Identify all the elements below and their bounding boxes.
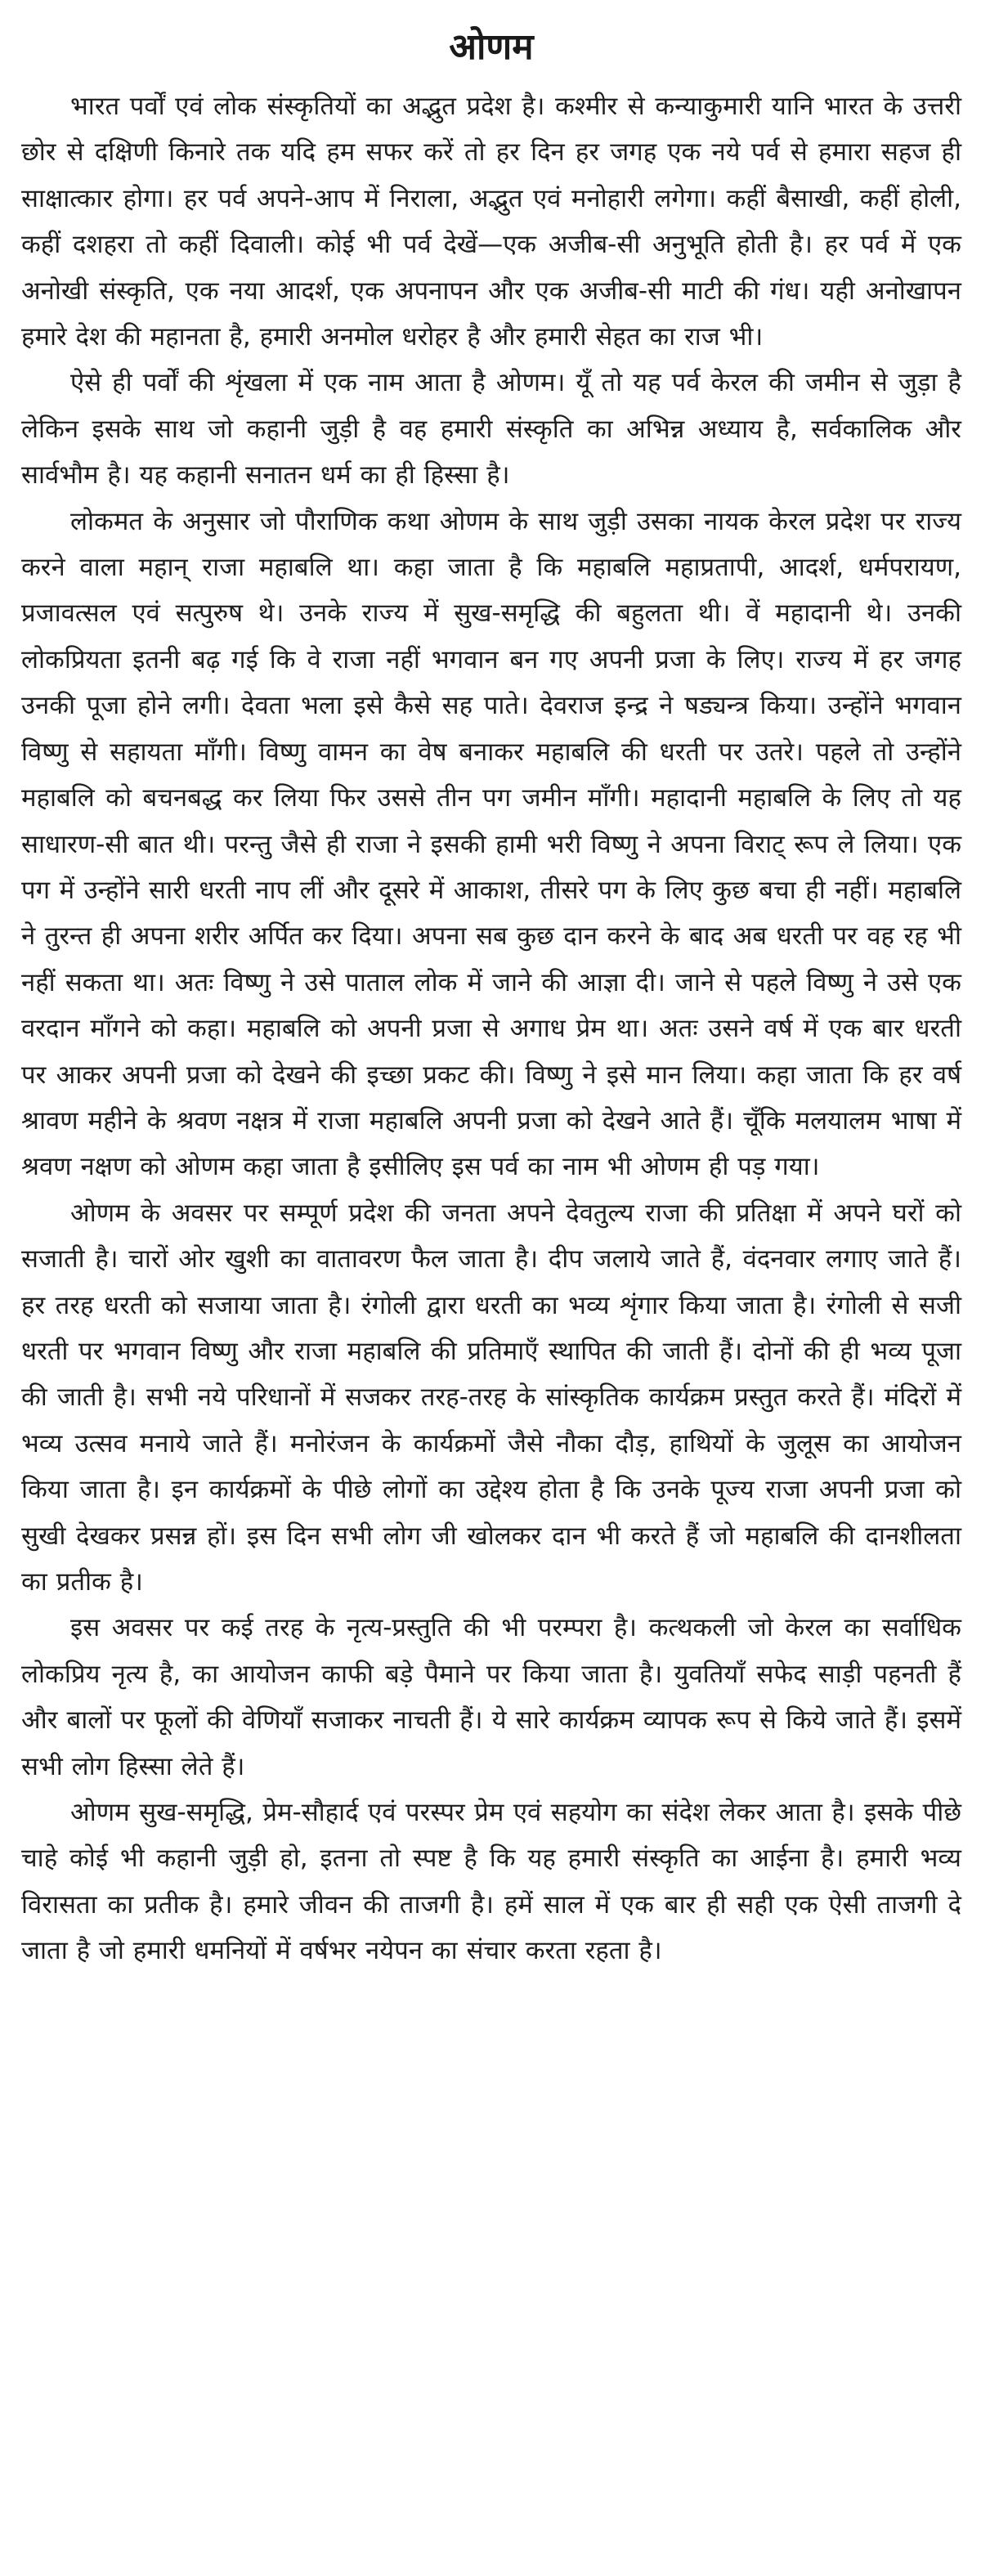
paragraph-celebration: ओणम के अवसर पर सम्पूर्ण प्रदेश की जनता अपने देवतुल्य राजा की प्रतिक्षा में अपने घरों को सजाती है। चारों ओर खुशी का वातावरण फैल जाता है। दीप जलाये जाते हैं, वंदनवार लगाए जाते हैं। हर तरह धरती को सजाया जाता है। रंगोली द्वारा धरती का भव्य शृंगार किया जाता है। रंगोली से सजी धरती पर भगवान विष्णु और राजा महाबलि की प्रतिमाएँ स्थापित की जाती हैं। दोनों की ही भव्य पूजा की जाती है। सभी नये परिधानों में सजकर तरह-तरह के सांस्कृतिक कार्यक्रम प्रस्तुत करते हैं। मंदिरों में भव्य उत्सव मनाये जाते हैं। मनोरंजन के कार्यक्रमों जैसे नौका दौड़, हाथियों के जुलूस का आयोजन किया जाता है। इन कार्यक्रमों के पीछे लोगों का उद्देश्य होता है कि उनके पूज्य राजा अपनी प्रजा को सुखी देखकर प्रसन्न हों। इस दिन सभी लोग जी खोलकर दान भी करते हैं जो महाबलि की दानशीलता का प्रतीक है। xyxy=(21,1198,961,1597)
paragraph-dance: इस अवसर पर कई तरह के नृत्य-प्रस्तुति की भी परम्परा है। कत्थकली जो केरल का सर्वाधिक लोकप्रिय नृत्य है, का आयोजन काफी बड़े पैमाने पर किया जाता है। युवतियाँ सफेद साड़ी पहनती हैं और बालों पर फूलों की वेणियाँ सजाकर नाचती हैं। ये सारे कार्यक्रम व्यापक रूप से किये जाते हैं। इसमें सभी लोग हिस्सा लेते हैं। xyxy=(21,1613,961,1781)
document-page xyxy=(21,0,961,2576)
paragraph-mahabali-legend: लोकमत के अनुसार जो पौराणिक कथा ओणम के साथ जुड़ी उसका नायक केरल प्रदेश पर राज्य करने वाला महान् राजा महाबलि था। कहा जाता है कि महाबलि महाप्रतापी, आदर्श, धर्मपरायण, प्रजावत्सल एवं सत्पुरुष थे। उनके राज्य में सुख-समृद्धि की बहुलता थी। वें महादानी थे। उनकी लोकप्रियता इतनी बढ़ गई कि वे राजा नहीं भगवान बन गए अपनी प्रजा के लिए। राज्य में हर जगह उनकी पूजा होने लगी। देवता भला इसे कैसे सह पाते। देवराज इन्द्र ने षड्यन्त्र किया। उन्होंने भगवान विष्णु से सहायता माँगी। विष्णु वामन का वेष बनाकर महाबलि की धरती पर उतरे। पहले तो उन्होंने महाबलि को बचनबद्ध कर लिया फिर उससे तीन पग जमीन माँगी। महादानी महाबलि के लिए तो यह साधारण-सी बात थी। परन्तु जैसे ही राजा ने इसकी हामी भरी विष्णु ने अपना विराट् रूप ले लिया। एक पग में उन्होंने सारी धरती नाप लीं और दूसरे में आकाश, तीसरे पग के लिए कुछ बचा ही नहीं। महाबलि ने तुरन्त ही अपना शरीर अर्पित कर दिया। अपना सब कुछ दान करने के बाद अब धरती पर वह रह भी नहीं सकता था। अतः विष्णु ने उसे पाताल लोक में जाने की आज्ञा दी। जाने से पहले विष्णु ने उसे एक वरदान माँगने को कहा। महाबलि को अपनी प्रजा से अगाध प्रेम था। अतः उसने वर्ष में एक बार धरती पर आकर अपनी प्रजा को देखने की इच्छा प्रकट की। विष्णु ने इसे मान लिया। कहा जाता कि हर वर्ष श्रावण महीने के श्रवण नक्षत्र में राजा महाबलि अपनी प्रजा को देखने आते हैं। चूँकि मलयालम भाषा में श्रवण नक्षण को ओणम कहा जाता है इसीलिए इस पर्व का नाम भी ओणम ही पड़ गया। xyxy=(21,506,961,1182)
paragraph-conclusion: ओणम सुख-समृद्धि, प्रेम-सौहार्द एवं परस्पर प्रेम एवं सहयोग का संदेश लेकर आता है। इसके पीछे चाहे कोई भी कहानी जुड़ी हो, इतना तो स्पष्ट है कि यह हमारी संस्कृति का आईना है। हमारी भव्य विरासता का प्रतीक है। हमारे जीवन की ताजगी है। हमें साल में एक बार ही सही एक ऐसी ताजगी दे जाता है जो हमारी धमनियों में वर्षभर नयेपन का संचार करता रहता है। xyxy=(21,1798,961,1966)
paragraph-onam-introduction: ऐसे ही पर्वों की शृंखला में एक नाम आता है ओणम। यूँ तो यह पर्व केरल की जमीन से जुड़ा है लेकिन इसके साथ जो कहानी जुड़ी है वह हमारी संस्कृति का अभिन्न अध्याय है, सर्वकालिक और सार्वभौम है। यह कहानी सनातन धर्म का ही हिस्सा है। xyxy=(21,368,961,491)
paragraph-intro: भारत पर्वों एवं लोक संस्कृतियों का अद्भुत प्रदेश है। कश्मीर से कन्याकुमारी यानि भारत के उत्तरी छोर से दक्षिणी किनारे तक यदि हम सफर करें तो हर दिन हर जगह एक नये पर्व से हमारा सहज ही साक्षात्कार होगा। हर पर्व अपने-आप में निराला, अद्भुत एवं मनोहारी लगेगा। कहीं बैसाखी, कहीं होली, कहीं दशहरा तो कहीं दिवाली। कोई भी पर्व देखें—एक अजीब-सी अनुभूति होती है। हर पर्व में एक अनोखी संस्कृति, एक नया आदर्श, एक अपनापन और एक अजीब-सी माटी की गंध। यही अनोखापन हमारे देश की महानता है, हमारी अनमोल धरोहर है और हमारी सेहत का राज भी। xyxy=(21,92,961,352)
essay-title: ओणम xyxy=(449,26,534,68)
